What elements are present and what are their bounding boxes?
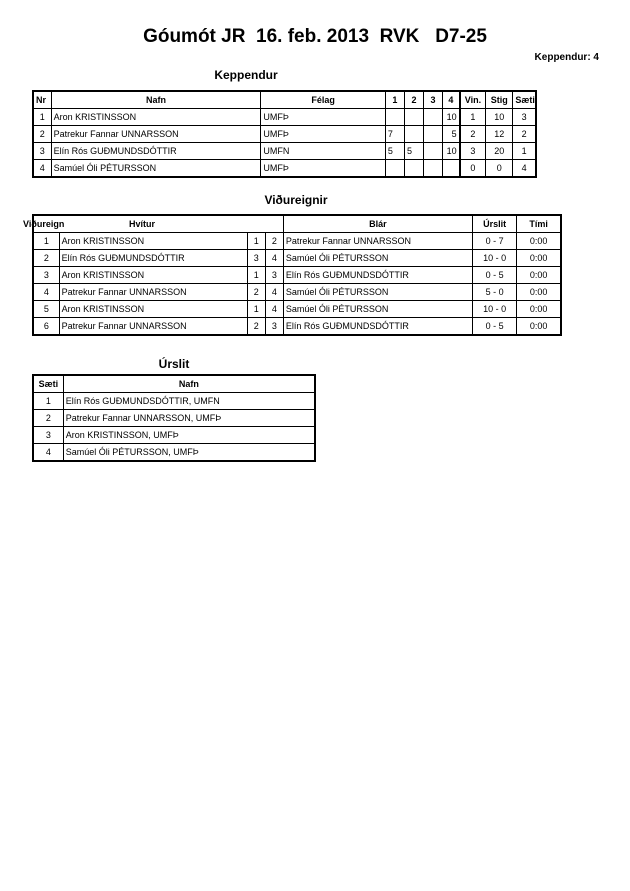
table-row (33, 109, 536, 126)
white-nr: 2 (247, 318, 265, 336)
white-nr: 3 (247, 250, 265, 267)
match-time: 0:00 (517, 250, 561, 267)
blue-nr: 4 (265, 301, 283, 318)
place-cell: 3 (513, 109, 536, 126)
white-nr: 1 (247, 301, 265, 318)
wins-cell: 1 (460, 109, 486, 126)
score-cell (424, 109, 443, 126)
wins-cell: 3 (460, 143, 486, 160)
score-cell: 5 (385, 143, 404, 160)
table-row (33, 233, 561, 250)
match-nr: 5 (33, 301, 59, 318)
place-cell: 1 (513, 143, 536, 160)
match-result: 0 - 5 (472, 267, 516, 284)
white-player: Aron KRISTINSSON (59, 233, 247, 250)
white-player: Aron KRISTINSSON (59, 301, 247, 318)
table-row (33, 318, 561, 336)
table-row (33, 393, 315, 410)
table-row (33, 267, 561, 284)
result-name: Elín Rós GUÐMUNDSDÓTTIR, UMFN (63, 393, 315, 410)
table-row (33, 143, 536, 160)
blue-nr: 3 (265, 318, 283, 336)
score-cell (385, 109, 404, 126)
blue-player: Elín Rós GUÐMUNDSDÓTTIR (283, 267, 472, 284)
result-place: 2 (33, 410, 63, 427)
white-nr: 2 (247, 284, 265, 301)
col-header: 1 (385, 91, 404, 109)
match-time: 0:00 (517, 301, 561, 318)
player-nr: 2 (33, 126, 51, 143)
place-cell: 4 (513, 160, 536, 178)
col-header: Sæti (33, 375, 63, 393)
score-cell (424, 126, 443, 143)
col-header: Félag (261, 91, 385, 109)
match-time: 0:00 (517, 233, 561, 250)
match-result: 5 - 0 (472, 284, 516, 301)
points-cell: 10 (486, 109, 513, 126)
blue-nr: 2 (265, 233, 283, 250)
score-cell: 5 (443, 126, 460, 143)
points-cell: 12 (486, 126, 513, 143)
col-header: Stig (486, 91, 513, 109)
player-nr: 1 (33, 109, 51, 126)
blue-player: Patrekur Fannar UNNARSSON (283, 233, 472, 250)
player-club: UMFÞ (261, 126, 385, 143)
player-nr: 3 (33, 143, 51, 160)
white-player: Patrekur Fannar UNNARSSON (59, 318, 247, 336)
blue-nr: 4 (265, 284, 283, 301)
player-name: Patrekur Fannar UNNARSSON (51, 126, 261, 143)
result-place: 3 (33, 427, 63, 444)
result-name: Samúel Óli PÉTURSSON, UMFÞ (63, 444, 315, 462)
result-name: Patrekur Fannar UNNARSSON, UMFÞ (63, 410, 315, 427)
player-club: UMFÞ (261, 160, 385, 178)
white-nr: 1 (247, 233, 265, 250)
white-player: Patrekur Fannar UNNARSSON (59, 284, 247, 301)
player-club: UMFÞ (261, 109, 385, 126)
score-cell (424, 143, 443, 160)
score-cell: 7 (385, 126, 404, 143)
matches-header-row (33, 215, 561, 233)
score-cell: 5 (404, 143, 423, 160)
blue-player: Samúel Óli PÉTURSSON (283, 301, 472, 318)
match-result: 10 - 0 (472, 301, 516, 318)
match-nr: 1 (33, 233, 59, 250)
player-nr: 4 (33, 160, 51, 178)
score-cell (404, 109, 423, 126)
col-header: Nafn (51, 91, 261, 109)
blue-player: Elín Rós GUÐMUNDSDÓTTIR (283, 318, 472, 336)
table-row (33, 301, 561, 318)
player-name: Samúel Óli PÉTURSSON (51, 160, 261, 178)
match-nr: 6 (33, 318, 59, 336)
score-cell (443, 160, 460, 178)
table-row (33, 410, 315, 427)
col-header: Tími (517, 215, 561, 233)
table-row (33, 160, 536, 178)
page-title: Góumót JR 16. feb. 2013 RVK D7-25 (143, 26, 487, 47)
matches-table (23, 214, 562, 336)
col-header: Viðureign (23, 219, 65, 229)
players-header-row (33, 91, 536, 109)
white-player: Aron KRISTINSSON (59, 267, 247, 284)
player-name: Elín Rós GUÐMUNDSDÓTTIR (51, 143, 261, 160)
matches-section-title: Viðureignir (264, 193, 328, 207)
result-place: 1 (33, 393, 63, 410)
score-cell: 10 (443, 143, 460, 160)
match-time: 0:00 (517, 284, 561, 301)
col-header: Sæti (513, 91, 536, 109)
col-header: 4 (443, 91, 460, 109)
blue-player: Samúel Óli PÉTURSSON (283, 250, 472, 267)
col-header: Nafn (63, 375, 315, 393)
match-result: 10 - 0 (472, 250, 516, 267)
match-nr: 4 (33, 284, 59, 301)
match-result: 0 - 7 (472, 233, 516, 250)
col-header: Úrslit (472, 215, 516, 233)
match-result: 0 - 5 (472, 318, 516, 336)
player-count: Keppendur: 4 (534, 52, 599, 63)
score-cell (404, 126, 423, 143)
points-cell: 0 (486, 160, 513, 178)
player-club: UMFN (261, 143, 385, 160)
players-table (32, 90, 537, 178)
table-row (33, 284, 561, 301)
col-header: Nr (33, 91, 51, 109)
white-player: Elín Rós GUÐMUNDSDÓTTIR (59, 250, 247, 267)
results-table (32, 374, 316, 462)
result-place: 4 (33, 444, 63, 462)
match-time: 0:00 (517, 267, 561, 284)
table-row (33, 126, 536, 143)
col-header: 2 (404, 91, 423, 109)
blue-nr: 3 (265, 267, 283, 284)
results-section-title: Úrslit (158, 357, 190, 371)
col-header: Blár (283, 215, 472, 233)
score-cell (404, 160, 423, 178)
white-nr: 1 (247, 267, 265, 284)
wins-cell: 2 (460, 126, 486, 143)
wins-cell: 0 (460, 160, 486, 178)
place-cell: 2 (513, 126, 536, 143)
score-cell (385, 160, 404, 178)
score-cell (424, 160, 443, 178)
table-row (33, 427, 315, 444)
col-header: Vin. (460, 91, 486, 109)
results-header-row (33, 375, 315, 393)
col-header: Hvítur (59, 215, 283, 233)
match-time: 0:00 (517, 318, 561, 336)
player-name: Aron KRISTINSSON (51, 109, 261, 126)
match-nr: 2 (33, 250, 59, 267)
players-section-title: Keppendur (214, 68, 278, 82)
result-name: Aron KRISTINSSON, UMFÞ (63, 427, 315, 444)
table-row (33, 250, 561, 267)
blue-nr: 4 (265, 250, 283, 267)
table-row (33, 444, 315, 462)
score-cell: 10 (443, 109, 460, 126)
points-cell: 20 (486, 143, 513, 160)
col-header: 3 (424, 91, 443, 109)
blue-player: Samúel Óli PÉTURSSON (283, 284, 472, 301)
match-nr: 3 (33, 267, 59, 284)
